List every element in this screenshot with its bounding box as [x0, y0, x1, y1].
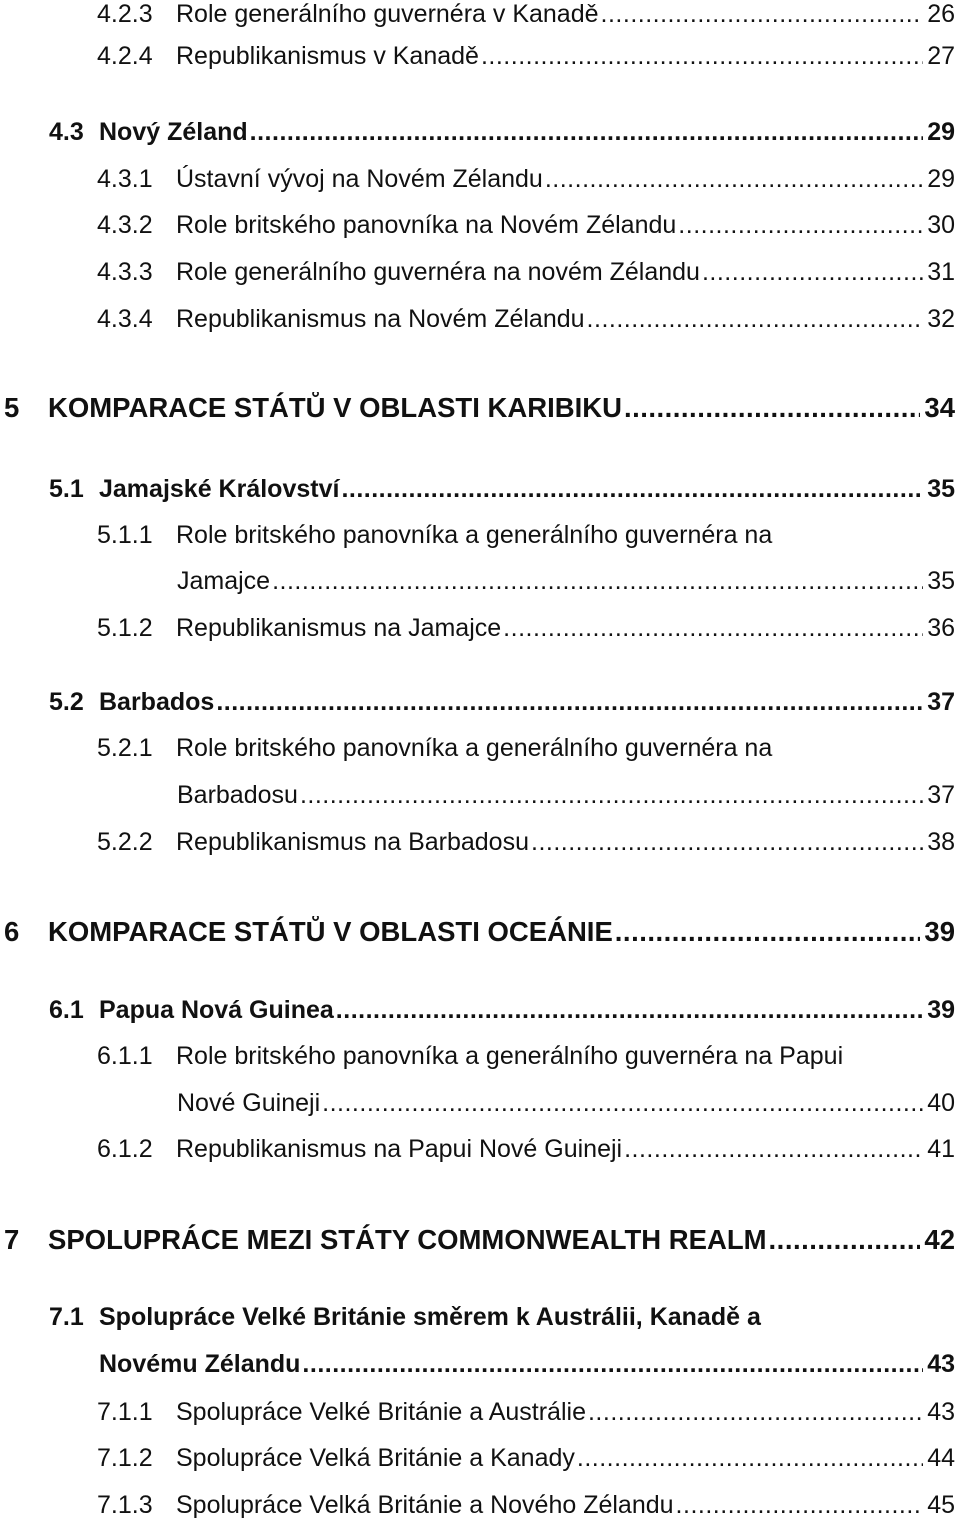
toc-page-number: 29 — [927, 118, 955, 146]
toc-page-number: 39 — [924, 916, 955, 947]
toc-title: Ústavní vývoj na Novém Zélandu — [176, 165, 543, 193]
toc-title: Spolupráce Velká Británie a Nového Zélandu — [176, 1491, 674, 1519]
toc-number: 4.2.3 — [97, 0, 153, 28]
toc-entry-5-2-1-line1[interactable] — [97, 734, 772, 763]
toc-title: Role britského panovníka a generálního guvernéra na Papui — [176, 1042, 844, 1070]
dot-leader — [270, 567, 923, 596]
toc-page-number: 34 — [924, 392, 955, 423]
toc-entry-6[interactable] — [4, 916, 955, 948]
toc-title-continuation: Novému Zélandu — [99, 1350, 301, 1378]
dot-leader — [479, 42, 923, 71]
toc-entry-5-2[interactable] — [49, 688, 955, 717]
toc-entry-6-1[interactable] — [49, 996, 955, 1025]
toc-title: Spolupráce Velké Británie směrem k Austrálii, Kanadě a — [99, 1303, 761, 1331]
toc-entry-5-1[interactable] — [49, 475, 955, 504]
toc-entry-6-1-2[interactable] — [97, 1135, 955, 1164]
toc-page-number: 38 — [927, 828, 955, 856]
toc-title-continuation: Jamajce — [177, 567, 271, 595]
toc-entry-4-3-2[interactable] — [97, 211, 955, 240]
toc-entry-7-1-3[interactable] — [97, 1491, 955, 1520]
dot-leader — [585, 305, 924, 334]
toc-title: Nový Zéland — [99, 118, 248, 146]
toc-number: 6 — [4, 916, 20, 947]
toc-title: Republikanismus na Novém Zélandu — [176, 305, 585, 333]
toc-page-number: 37 — [927, 781, 955, 809]
toc-number: 6.1.2 — [97, 1135, 153, 1163]
toc-entry-6-1-1[interactable] — [177, 1089, 955, 1118]
dot-leader — [586, 1398, 923, 1427]
toc-title: Spolupráce Velké Británie a Austrálie — [176, 1398, 586, 1426]
dot-leader — [767, 1224, 921, 1256]
toc-number: 4.3 — [49, 118, 84, 146]
dot-leader — [248, 118, 924, 147]
toc-number: 5.2.2 — [97, 828, 153, 856]
toc-entry-6-1-1-line1[interactable] — [97, 1042, 843, 1071]
toc-page-number: 36 — [927, 614, 955, 642]
dot-leader — [214, 688, 923, 717]
toc-page-number: 29 — [927, 165, 955, 193]
toc-entry-5-2-1[interactable] — [177, 781, 955, 810]
toc-page-number: 35 — [927, 567, 955, 595]
toc-number: 7 — [4, 1224, 20, 1255]
toc-title: Role generálního guvernéra v Kanadě — [176, 0, 599, 28]
toc-title: Barbados — [99, 688, 215, 716]
toc-page-number: 42 — [924, 1224, 955, 1255]
toc-title: SPOLUPRÁCE MEZI STÁTY COMMONWEALTH REALM — [48, 1224, 767, 1255]
toc-entry-5-1-1-line1[interactable] — [97, 521, 772, 550]
toc-title: Papua Nová Guinea — [99, 996, 334, 1024]
toc-entry-7-1-line1[interactable] — [49, 1303, 761, 1332]
toc-title: KOMPARACE STÁTŮ V OBLASTI KARIBIKU — [48, 392, 622, 423]
toc-page-number: 30 — [927, 211, 955, 239]
toc-number: 7.1.1 — [97, 1398, 153, 1426]
toc-page-number: 41 — [927, 1135, 955, 1163]
dot-leader — [613, 916, 921, 948]
toc-page-number: 43 — [927, 1398, 955, 1426]
toc-entry-4-3-1[interactable] — [97, 165, 955, 194]
toc-entry-4-3[interactable] — [49, 118, 955, 147]
toc-number: 7.1 — [49, 1303, 84, 1331]
toc-title: Republikanismus v Kanadě — [176, 42, 479, 70]
dot-leader — [320, 1089, 923, 1118]
toc-page-number: 31 — [927, 258, 955, 286]
toc-number: 6.1 — [49, 996, 84, 1024]
toc-number: 4.3.1 — [97, 165, 153, 193]
toc-title: KOMPARACE STÁTŮ V OBLASTI OCEÁNIE — [48, 916, 613, 947]
toc-entry-5-1-2[interactable] — [97, 614, 955, 643]
toc-number: 5.1 — [49, 475, 84, 503]
toc-page-number: 27 — [927, 42, 955, 70]
dot-leader — [501, 614, 923, 643]
dot-leader — [575, 1444, 923, 1473]
dot-leader — [334, 996, 923, 1025]
dot-leader — [339, 475, 923, 504]
dot-leader — [700, 258, 923, 287]
toc-title: Role britského panovníka a generálního guvernéra na — [176, 734, 773, 762]
toc-title: Jamajské Království — [99, 475, 340, 503]
toc-title: Republikanismus na Barbadosu — [176, 828, 529, 856]
toc-page-number: 43 — [927, 1350, 955, 1378]
dot-leader — [622, 1135, 923, 1164]
toc-title-continuation: Nové Guineji — [177, 1089, 321, 1117]
toc-entry-7[interactable] — [4, 1224, 955, 1256]
toc-number: 4.3.3 — [97, 258, 153, 286]
toc-entry-4-3-4[interactable] — [97, 305, 955, 334]
toc-title: Republikanismus na Papui Nové Guineji — [176, 1135, 623, 1163]
toc-number: 6.1.1 — [97, 1042, 153, 1070]
dot-leader — [622, 392, 920, 424]
toc-entry-5[interactable] — [4, 392, 955, 424]
dot-leader — [674, 1491, 924, 1520]
toc-number: 5.1.2 — [97, 614, 153, 642]
toc-number: 7.1.2 — [97, 1444, 153, 1472]
dot-leader — [300, 1350, 923, 1379]
toc-entry-4-2-4[interactable] — [97, 42, 955, 71]
toc-page-number: 45 — [927, 1491, 955, 1519]
toc-page-number: 32 — [927, 305, 955, 333]
dot-leader — [599, 0, 924, 29]
toc-title-continuation: Barbadosu — [177, 781, 298, 809]
toc-page-number: 39 — [927, 996, 955, 1024]
toc-title: Role generálního guvernéra na novém Zélandu — [176, 258, 700, 286]
toc-number: 4.2.4 — [97, 42, 153, 70]
toc-title: Role britského panovníka na Novém Zélandu — [176, 211, 677, 239]
toc-entry-5-1-1[interactable] — [177, 567, 955, 596]
toc-number: 4.3.2 — [97, 211, 153, 239]
toc-title: Spolupráce Velká Británie a Kanady — [176, 1444, 575, 1472]
dot-leader — [676, 211, 923, 240]
toc-entry-7-1-2[interactable] — [97, 1444, 955, 1473]
toc-entry-4-2-3[interactable] — [97, 0, 955, 29]
toc-page-number: 37 — [927, 688, 955, 716]
toc-entry-7-1[interactable] — [99, 1350, 955, 1379]
toc-title: Republikanismus na Jamajce — [176, 614, 502, 642]
toc-page-number: 40 — [927, 1089, 955, 1117]
toc-entry-7-1-1[interactable] — [97, 1398, 955, 1427]
toc-page-number: 44 — [927, 1444, 955, 1472]
dot-leader — [298, 781, 923, 810]
toc-entry-4-3-3[interactable] — [97, 258, 955, 287]
toc-number: 5.2.1 — [97, 734, 153, 762]
toc-number: 5.1.1 — [97, 521, 153, 549]
toc-title: Role britského panovníka a generálního guvernéra na — [176, 521, 773, 549]
toc-number: 7.1.3 — [97, 1491, 153, 1519]
toc-number: 4.3.4 — [97, 305, 153, 333]
dot-leader — [543, 165, 923, 194]
toc-number: 5 — [4, 392, 20, 423]
toc-entry-5-2-2[interactable] — [97, 828, 955, 857]
dot-leader — [529, 828, 923, 857]
toc-number: 5.2 — [49, 688, 84, 716]
toc-page-number: 26 — [927, 0, 955, 28]
toc-page-number: 35 — [927, 475, 955, 503]
